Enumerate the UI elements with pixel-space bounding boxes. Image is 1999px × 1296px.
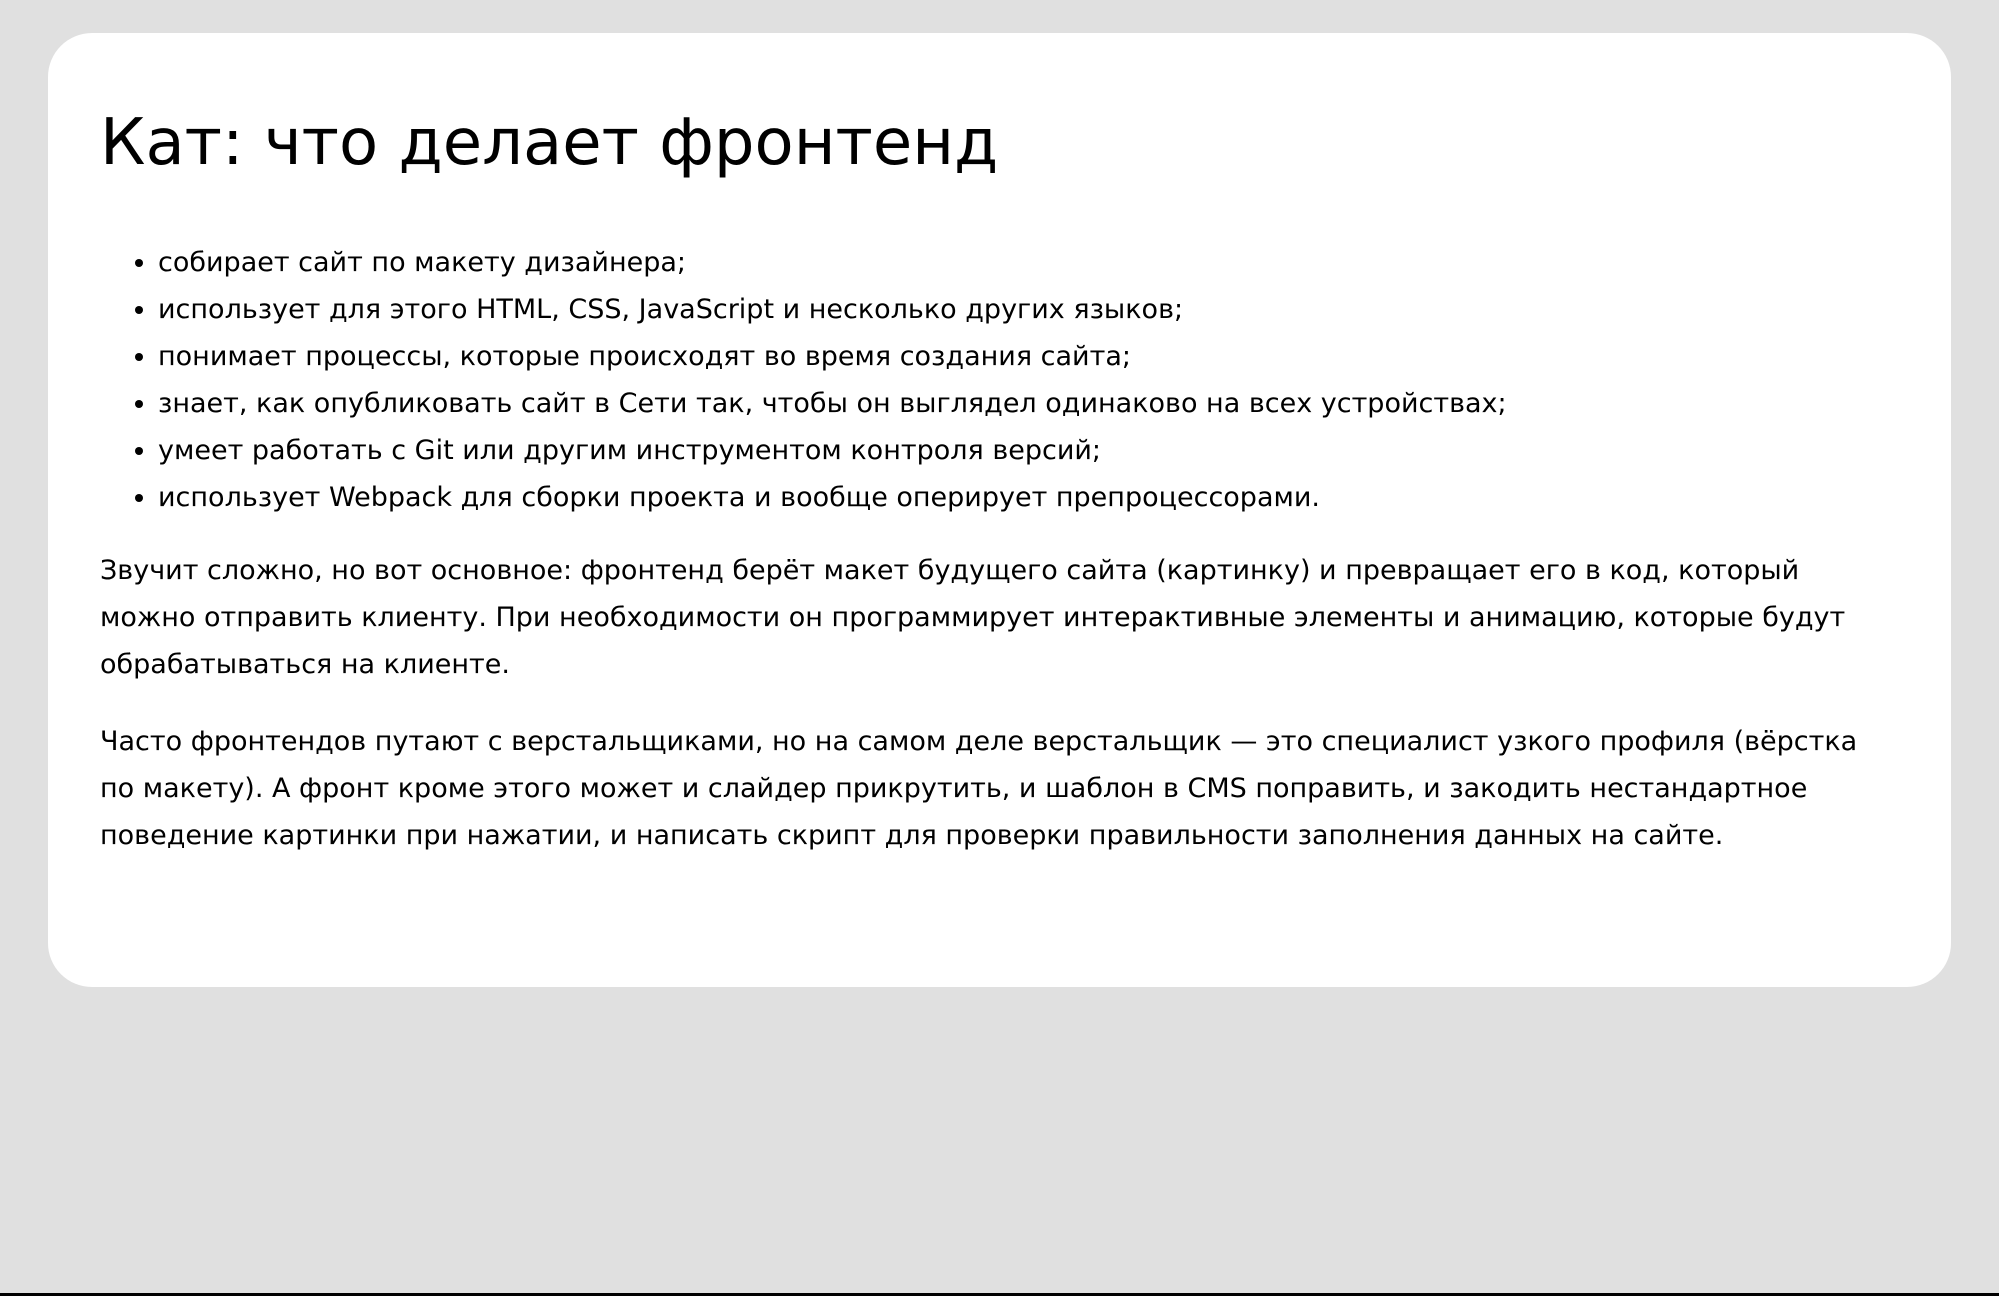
list-item: • умеет работать с Git или другим инструментом контроля версий; (158, 427, 1899, 474)
list-item: • понимает процессы, которые происходят во время создания сайта; (158, 333, 1899, 380)
list-item: • собирает сайт по макету дизайнера; (158, 239, 1899, 286)
paragraph-comparison: Часто фронтендов путают с верстальщиками, но на самом деле верстальщик — это специалист узкого профиля (вёрстка по макету). А фронт кроме этого может и слайдер прикрутить, и шаблон в CMS поправить, и закодить нестандартное поведение картинки при нажатии, и написать скрипт для проверки правильности заполнения данных на сайте. (100, 726, 1858, 851)
article-card (48, 33, 1951, 987)
list-item: • использует Webpack для сборки проекта и вообще оперирует препроцессорами. (158, 474, 1899, 521)
list-item: • использует для этого HTML, CSS, JavaScript и несколько других языков; (158, 286, 1899, 333)
page-title: Кат: что делает фронтенд (100, 106, 999, 180)
paragraph-summary: Звучит сложно, но вот основное: фронтенд берёт макет будущего сайта (картинку) и превращает его в код, который можно отправить клиенту. При необходимости он программирует интерактивные элементы и анимацию, которые будут обрабатываться на клиенте. (100, 555, 1846, 680)
list-item: • знает, как опубликовать сайт в Сети так, чтобы он выглядел одинаково на всех устройствах; (158, 380, 1899, 427)
feature-list (100, 239, 1899, 521)
